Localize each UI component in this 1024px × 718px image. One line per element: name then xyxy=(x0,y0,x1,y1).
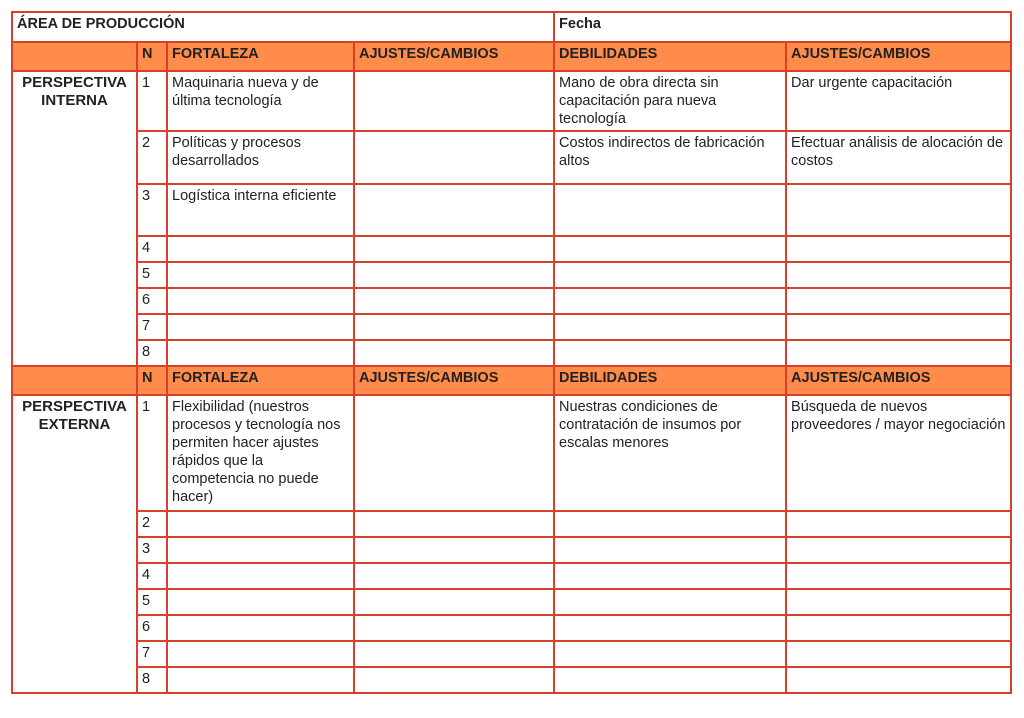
ajustes-2-cell: Efectuar análisis de alocación de costos xyxy=(786,131,1011,184)
fortaleza-cell xyxy=(167,511,354,537)
debilidades-cell xyxy=(554,288,786,314)
col-header-ajustes-1: AJUSTES/CAMBIOS xyxy=(354,366,554,395)
row-number: 1 xyxy=(137,71,167,131)
col-header-n: N xyxy=(137,42,167,71)
ajustes-2-cell xyxy=(786,340,1011,366)
perspective-label xyxy=(12,71,137,366)
fortaleza-cell: Maquinaria nueva y de última tecnología xyxy=(167,71,354,131)
row-number: 4 xyxy=(137,236,167,262)
debilidades-cell xyxy=(554,667,786,693)
ajustes-1-cell xyxy=(354,340,554,366)
debilidades-cell xyxy=(554,262,786,288)
perspective-label-line2: EXTERNA xyxy=(38,416,111,433)
row-number: 8 xyxy=(137,667,167,693)
ajustes-2-cell xyxy=(786,314,1011,340)
table-row xyxy=(12,667,1011,693)
debilidades-cell: Costos indirectos de fabricación altos xyxy=(554,131,786,184)
header-row-interna xyxy=(12,42,1011,71)
table-row xyxy=(12,262,1011,288)
area-label: ÁREA DE PRODUCCIÓN xyxy=(12,12,554,42)
ajustes-1-cell xyxy=(354,314,554,340)
fortaleza-cell: Flexibilidad (nuestros procesos y tecnología nos permiten hacer ajustes rápidos que la competencia no puede hacer) xyxy=(167,395,354,511)
fortaleza-cell xyxy=(167,262,354,288)
perspective-label-line2: INTERNA xyxy=(41,92,108,109)
debilidades-cell xyxy=(554,511,786,537)
ajustes-2-cell: Dar urgente capacitación xyxy=(786,71,1011,131)
ajustes-1-cell xyxy=(354,667,554,693)
table-row xyxy=(12,71,1011,131)
debilidades-cell xyxy=(554,615,786,641)
fecha-label: Fecha xyxy=(554,12,1011,42)
ajustes-2-cell xyxy=(786,667,1011,693)
row-number: 8 xyxy=(137,340,167,366)
table-row xyxy=(12,563,1011,589)
fortaleza-cell: Políticas y procesos desarrollados xyxy=(167,131,354,184)
ajustes-1-cell xyxy=(354,71,554,131)
ajustes-2-cell xyxy=(786,184,1011,236)
col-header-fortaleza: FORTALEZA xyxy=(167,366,354,395)
ajustes-1-cell xyxy=(354,589,554,615)
debilidades-cell: Mano de obra directa sin capacitación para nueva tecnología xyxy=(554,71,786,131)
header-row-externa xyxy=(12,366,1011,395)
table-row xyxy=(12,589,1011,615)
debilidades-cell xyxy=(554,340,786,366)
fortaleza-cell: Logística interna eficiente xyxy=(167,184,354,236)
debilidades-cell xyxy=(554,314,786,340)
fortaleza-cell xyxy=(167,314,354,340)
fortaleza-cell xyxy=(167,288,354,314)
table-row xyxy=(12,537,1011,563)
header-blank-cell xyxy=(12,366,137,395)
debilidades-cell: Nuestras condiciones de contratación de insumos por escalas menores xyxy=(554,395,786,511)
table-row xyxy=(12,236,1011,262)
ajustes-2-cell: Búsqueda de nuevos proveedores / mayor negociación xyxy=(786,395,1011,511)
table-row xyxy=(12,395,1011,511)
table-row xyxy=(12,340,1011,366)
col-header-ajustes-2: AJUSTES/CAMBIOS xyxy=(786,42,1011,71)
ajustes-1-cell xyxy=(354,511,554,537)
interna-section xyxy=(12,71,1011,366)
fortaleza-cell xyxy=(167,563,354,589)
col-header-debilidades: DEBILIDADES xyxy=(554,366,786,395)
col-header-ajustes-2: AJUSTES/CAMBIOS xyxy=(786,366,1011,395)
fortaleza-cell xyxy=(167,589,354,615)
col-header-n: N xyxy=(137,366,167,395)
ajustes-2-cell xyxy=(786,511,1011,537)
ajustes-1-cell xyxy=(354,615,554,641)
table-row xyxy=(12,131,1011,184)
debilidades-cell xyxy=(554,641,786,667)
ajustes-1-cell xyxy=(354,641,554,667)
table-row xyxy=(12,288,1011,314)
fortaleza-cell xyxy=(167,667,354,693)
row-number: 7 xyxy=(137,314,167,340)
col-header-debilidades: DEBILIDADES xyxy=(554,42,786,71)
col-header-fortaleza: FORTALEZA xyxy=(167,42,354,71)
table-row xyxy=(12,511,1011,537)
table-row xyxy=(12,314,1011,340)
row-number: 7 xyxy=(137,641,167,667)
header-blank-cell xyxy=(12,42,137,71)
fortaleza-cell xyxy=(167,615,354,641)
debilidades-cell xyxy=(554,563,786,589)
ajustes-2-cell xyxy=(786,589,1011,615)
row-number: 6 xyxy=(137,288,167,314)
fortaleza-cell xyxy=(167,641,354,667)
table-row xyxy=(12,615,1011,641)
row-number: 4 xyxy=(137,563,167,589)
title-row xyxy=(12,12,1011,42)
ajustes-2-cell xyxy=(786,641,1011,667)
ajustes-2-cell xyxy=(786,615,1011,641)
perspective-label-line1: PERSPECTIVA xyxy=(22,398,127,415)
ajustes-2-cell xyxy=(786,288,1011,314)
col-header-ajustes-1: AJUSTES/CAMBIOS xyxy=(354,42,554,71)
row-number: 5 xyxy=(137,262,167,288)
swot-table xyxy=(11,11,1012,694)
ajustes-1-cell xyxy=(354,563,554,589)
externa-section xyxy=(12,395,1011,693)
fortaleza-cell xyxy=(167,537,354,563)
ajustes-1-cell xyxy=(354,262,554,288)
perspective-label xyxy=(12,395,137,693)
row-number: 3 xyxy=(137,537,167,563)
fortaleza-cell xyxy=(167,340,354,366)
row-number: 2 xyxy=(137,511,167,537)
row-number: 1 xyxy=(137,395,167,511)
ajustes-1-cell xyxy=(354,236,554,262)
table-row xyxy=(12,184,1011,236)
table-row xyxy=(12,641,1011,667)
ajustes-1-cell xyxy=(354,395,554,511)
debilidades-cell xyxy=(554,236,786,262)
ajustes-1-cell xyxy=(354,537,554,563)
fortaleza-cell xyxy=(167,236,354,262)
ajustes-1-cell xyxy=(354,288,554,314)
ajustes-2-cell xyxy=(786,537,1011,563)
debilidades-cell xyxy=(554,184,786,236)
ajustes-1-cell xyxy=(354,184,554,236)
debilidades-cell xyxy=(554,537,786,563)
row-number: 5 xyxy=(137,589,167,615)
ajustes-1-cell xyxy=(354,131,554,184)
perspective-label-line1: PERSPECTIVA xyxy=(22,74,127,91)
ajustes-2-cell xyxy=(786,563,1011,589)
ajustes-2-cell xyxy=(786,262,1011,288)
debilidades-cell xyxy=(554,589,786,615)
row-number: 6 xyxy=(137,615,167,641)
row-number: 2 xyxy=(137,131,167,184)
ajustes-2-cell xyxy=(786,236,1011,262)
row-number: 3 xyxy=(137,184,167,236)
